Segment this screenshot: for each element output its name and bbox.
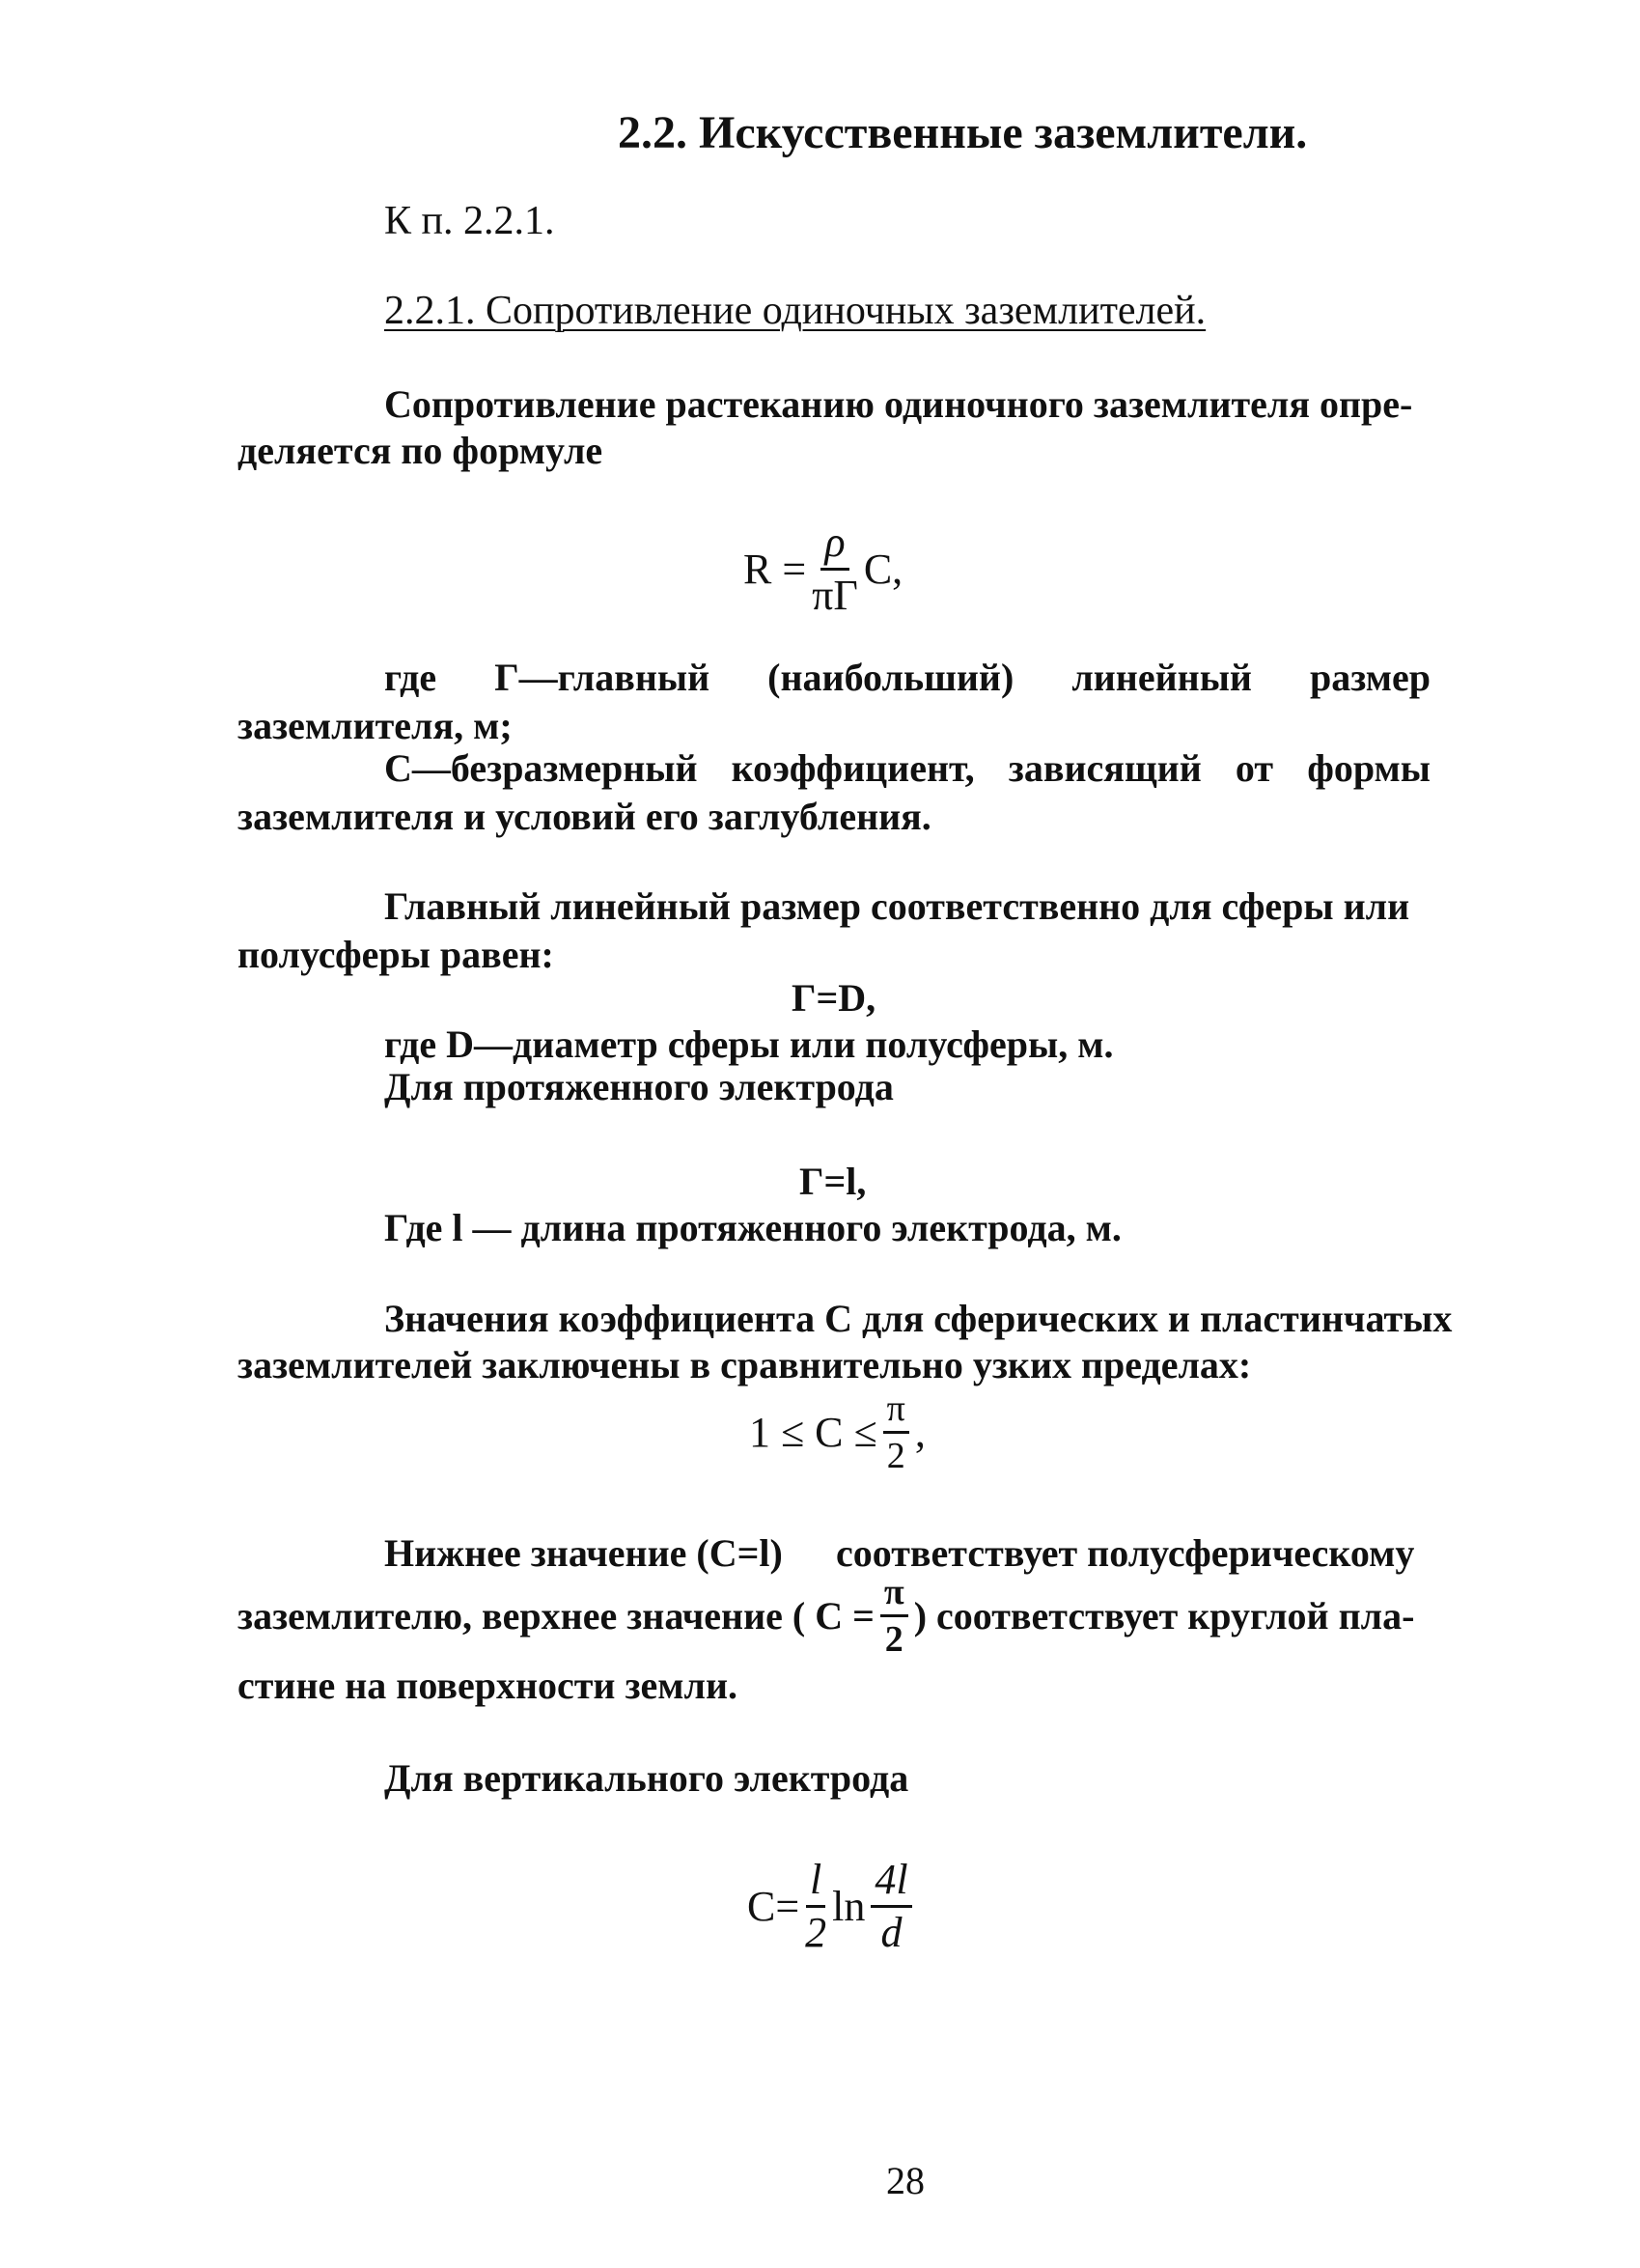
formula-resistance-lhs: R = xyxy=(743,546,807,593)
word: зависящий xyxy=(1008,746,1202,790)
para1-line1: Сопротивление растеканию одиночного заземлителя опре- xyxy=(384,382,1413,426)
formula3-fraction-1 xyxy=(805,1856,827,1956)
word: С—безразмерный xyxy=(384,746,698,790)
formula-range-fraction xyxy=(883,1390,909,1474)
para5-line2-before: заземлителю, верхнее значение ( C = xyxy=(237,1594,875,1638)
word: Γ—главный xyxy=(494,656,710,699)
word: размер xyxy=(1310,656,1431,699)
reference-line: К п. 2.2.1. xyxy=(384,199,555,243)
inline-fraction-pi-over-2 xyxy=(880,1574,908,1658)
formula3-fraction-2 xyxy=(871,1856,911,1956)
word: (наибольший) xyxy=(767,656,1015,699)
fraction-numerator: π xyxy=(883,1390,909,1434)
word: от xyxy=(1235,746,1274,790)
para2-line2: заземлителя, м; xyxy=(237,704,513,747)
word: линейный xyxy=(1071,656,1252,699)
fraction-denominator: 2 xyxy=(884,1619,903,1660)
para5-line1b: соответствует полусферическому xyxy=(836,1531,1415,1575)
page-number: 28 xyxy=(886,2159,925,2202)
para5-line1a: Нижнее значение (С=l) xyxy=(384,1531,783,1575)
para3-line2: полусферы равен: xyxy=(237,933,554,976)
fraction-denominator: πΓ xyxy=(812,572,858,619)
word: где xyxy=(384,656,437,699)
para2-line4: заземлителя и условий его заглубления. xyxy=(237,795,931,838)
fraction-numerator: l xyxy=(806,1859,825,1908)
subsection-heading: 2.2.1. Сопротивление одиночных заземлителей. xyxy=(384,289,1207,333)
formula-resistance-rhs: C, xyxy=(863,546,903,593)
para5-line2-after: ) соответствует круглой пла- xyxy=(913,1594,1415,1638)
para1-line2: деляется по формуле xyxy=(237,429,603,472)
formula-resistance xyxy=(743,518,903,619)
para2-line3 xyxy=(384,745,1431,791)
word: формы xyxy=(1307,746,1431,790)
para2-line1 xyxy=(384,655,1431,700)
fraction-denominator: 2 xyxy=(886,1436,905,1476)
para6-line1: Для вертикального электрода xyxy=(384,1756,909,1800)
para4-line1: Значения коэффициента С для сферических и пластинчатых xyxy=(384,1297,1453,1340)
formula3-ln: ln xyxy=(832,1883,866,1930)
formula-coefficient-range xyxy=(749,1390,926,1474)
para5-line2 xyxy=(237,1574,1414,1658)
section-heading: 2.2. Искусственные заземлители. xyxy=(618,107,1308,158)
para3-line4: Для протяженного электрода xyxy=(384,1065,894,1108)
formula-resistance-fraction xyxy=(812,518,858,619)
para3-line3: где D—диаметр сферы или полусферы, м. xyxy=(384,1022,1114,1066)
fraction-numerator: ρ xyxy=(820,521,848,571)
formula-range-rhs: , xyxy=(914,1409,926,1456)
equation-gamma-d: Γ=D, xyxy=(792,976,876,1020)
fraction-denominator: d xyxy=(880,1909,903,1956)
formula-vertical-electrode xyxy=(747,1856,918,1956)
fraction-numerator: π xyxy=(880,1574,908,1617)
formula-range-lhs: 1 ≤ C ≤ xyxy=(749,1409,877,1456)
para4-line2: заземлителей заключены в сравнительно узких пределах: xyxy=(237,1343,1252,1386)
word: коэффициент, xyxy=(731,746,975,790)
equation-gamma-l: Γ=l, xyxy=(799,1160,867,1203)
fraction-denominator: 2 xyxy=(805,1909,827,1956)
para3-line5: Где l — длина протяженного электрода, м. xyxy=(384,1206,1122,1249)
para3-line1: Главный линейный размер соответственно для сферы или xyxy=(384,884,1410,928)
fraction-numerator: 4l xyxy=(871,1859,911,1908)
formula3-lhs: C= xyxy=(747,1883,800,1930)
para5-line3: стине на поверхности земли. xyxy=(237,1664,738,1707)
